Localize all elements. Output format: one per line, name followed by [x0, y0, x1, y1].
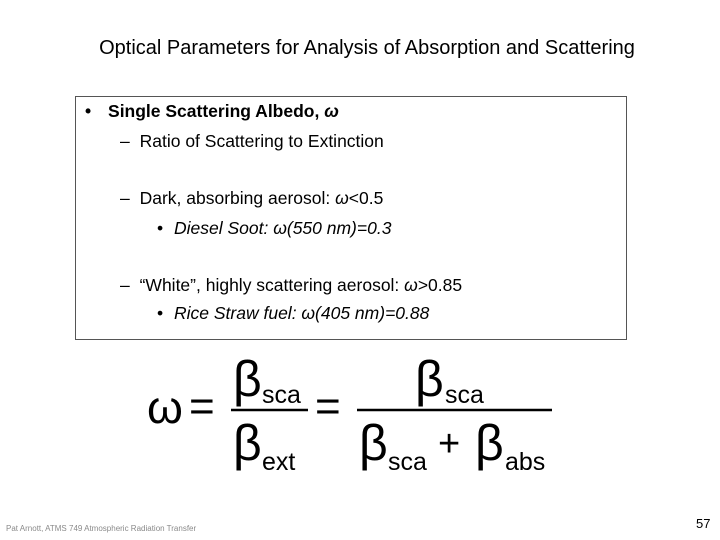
- formula-sub-sca-3: sca: [388, 448, 427, 476]
- omega-symbol: ω: [335, 188, 349, 208]
- sub-sub-bullet-rice: [157, 303, 429, 324]
- bullet-marker: •: [157, 303, 164, 323]
- formula-omega: ω: [147, 381, 183, 433]
- dash-marker: –: [120, 188, 130, 208]
- sub-bullet-ratio-text: Ratio of Scattering to Extinction: [139, 131, 384, 151]
- formula-beta-abs: β: [475, 415, 504, 471]
- omega-symbol: ω: [404, 275, 418, 295]
- formula-beta-sca-num: β: [233, 351, 262, 407]
- sub-bullet-white-value: >0.85: [417, 275, 463, 295]
- sub-sub-bullet-diesel: [157, 218, 391, 239]
- formula-plus: +: [438, 423, 461, 465]
- sub-bullet-dark-text: Dark, absorbing aerosol:: [139, 188, 336, 208]
- page-number: 57: [696, 516, 711, 531]
- bullet-marker: •: [85, 101, 92, 121]
- footer-credit: Pat Arnott, ATMS 749 Atmospheric Radiation Transfer: [6, 524, 197, 533]
- formula-beta-sca-den: β: [359, 415, 388, 471]
- bullet-marker: •: [157, 218, 164, 238]
- sub-bullet-dark: [120, 188, 383, 209]
- formula-sub-ext: ext: [262, 448, 296, 476]
- slide-title: Optical Parameters for Analysis of Absorption and Scattering: [99, 37, 635, 59]
- main-bullet: [85, 101, 339, 122]
- main-bullet-label: Single Scattering Albedo,: [108, 101, 325, 121]
- dash-marker: –: [120, 275, 130, 295]
- rice-straw-text: Rice Straw fuel: ω(405 nm)=0.88: [174, 303, 430, 323]
- diesel-soot-text: Diesel Soot: ω(550 nm)=0.3: [174, 218, 392, 238]
- sub-bullet-white-text: “White”, highly scattering aerosol:: [139, 275, 405, 295]
- formula-equals-1: =: [189, 382, 215, 431]
- formula-sub-sca: sca: [262, 381, 301, 409]
- formula-beta-sca-num2: β: [415, 351, 444, 407]
- formula-equals-2: =: [315, 382, 341, 431]
- sub-bullet-ratio: [120, 131, 384, 152]
- omega-symbol: ω: [324, 101, 339, 121]
- sub-bullet-white: [120, 275, 462, 296]
- albedo-formula: [145, 348, 565, 476]
- formula-sub-abs: abs: [505, 448, 546, 476]
- sub-bullet-dark-value: <0.5: [348, 188, 384, 208]
- formula-sub-sca-2: sca: [445, 381, 484, 409]
- formula-beta-ext: β: [233, 415, 262, 471]
- dash-marker: –: [120, 131, 130, 151]
